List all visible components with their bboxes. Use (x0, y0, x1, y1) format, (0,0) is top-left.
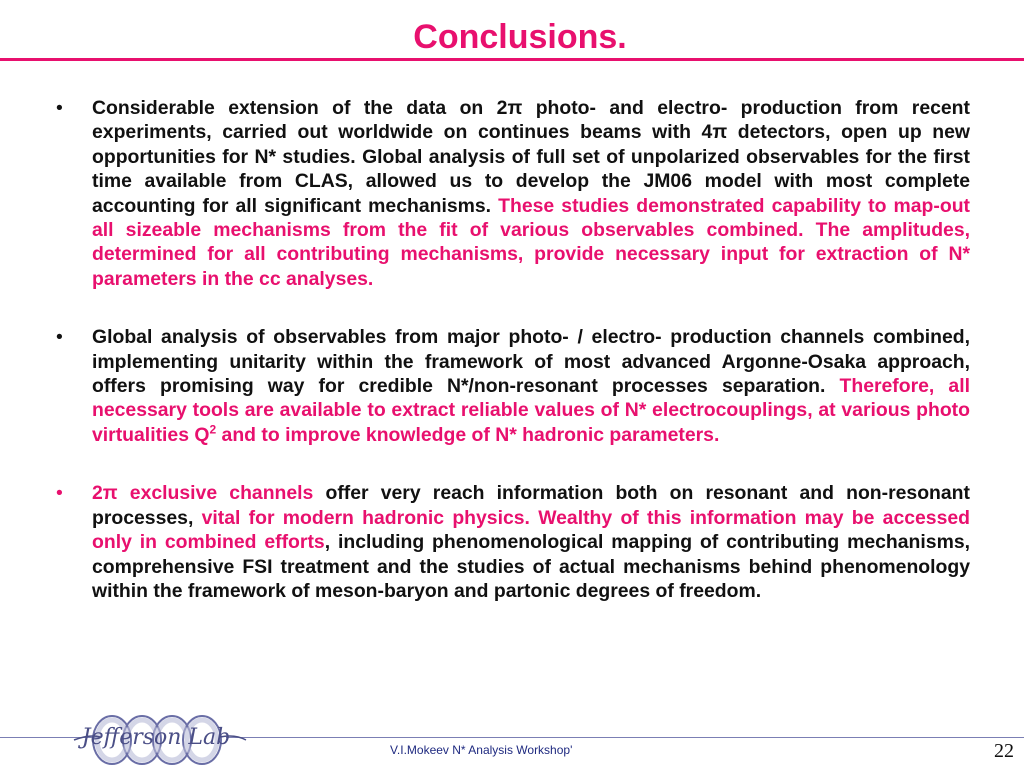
highlight-text: exclusive channels (117, 482, 314, 505)
highlight-text: vital for modern hadronic physics. Wealthy of this information may be accessed only in combined efforts (92, 506, 970, 554)
footer-workshop-text: V.I.Mokeev N* Analysis Workshop' (390, 743, 573, 757)
highlight-text: These studies demonstrated capability to map-out all sizeable mechanisms from the fit of various observables combined. The amplitudes, determined for all contributing mechanisms, provide necessary input for extraction of N* parameters in the cc analyses. (92, 194, 970, 290)
bullet-marker: • (56, 326, 63, 349)
conclusions-list (52, 96, 970, 603)
page-number: 22 (994, 740, 1014, 762)
slide-title: Conclusions. (413, 18, 627, 56)
highlight-text: and to improve knowledge of N* hadronic parameters. (216, 423, 720, 446)
bullet-text: Global analysis of observables from major photo- / electro- production channels combined, implementing unitarity within the framework of most advanced Argonne-Osaka approach, offers promising way for credible N*/non-resonant processes separation. Therefore, all necessary tools are available to extract reliable values of N* electrocouplings, at various photo virtualities $Q^2$ and to improve knowledge of N* hadronic parameters. (92, 326, 970, 446)
jefferson-lab-logo (70, 713, 250, 768)
superscript-two: 2 (209, 422, 217, 437)
bullet-exclusive-channels (52, 481, 970, 603)
bullet-data-extension (52, 96, 970, 291)
title-divider (0, 58, 1024, 61)
footer-divider-right (226, 737, 1024, 738)
bullet-text: 2π exclusive channels offer very reach information both on resonant and non-resonant processes, vital for modern hadronic physics. Wealthy of this information may be accessed only in combined efforts, including phenomenological mapping of contributing mechanisms, comprehensive FSI treatment and the studies of actual mechanisms behind phenomenology within the framework of meson-baryon and partonic degrees of freedom. (92, 482, 970, 602)
logo-text: Jefferson Lab (81, 725, 231, 750)
bullet-global-analysis (52, 325, 970, 447)
bullet-text: Considerable extension of the data on 2π photo- and electro- production from recent experiments, carried out worldwide on continues beams with 4π detectors, open up new opportunities for N* studies. Global analysis of full set of unpolarized observables for the first time available from CLAS, allowed us to develop the JM06 model with most complete accounting for all significant mechanisms. These studies demonstrated capability to map-out all sizeable mechanisms from the fit of various observables combined. The amplitudes, determined for all contributing mechanisms, provide necessary input for extraction of N* parameters in the cc analyses. (92, 97, 970, 290)
highlight-text: Therefore, all necessary tools are available to extract reliable values of N* electrocouplings, at various photo virtualities Q (92, 375, 970, 446)
bullet-marker: • (56, 97, 63, 119)
bullet-marker: • (56, 482, 63, 505)
